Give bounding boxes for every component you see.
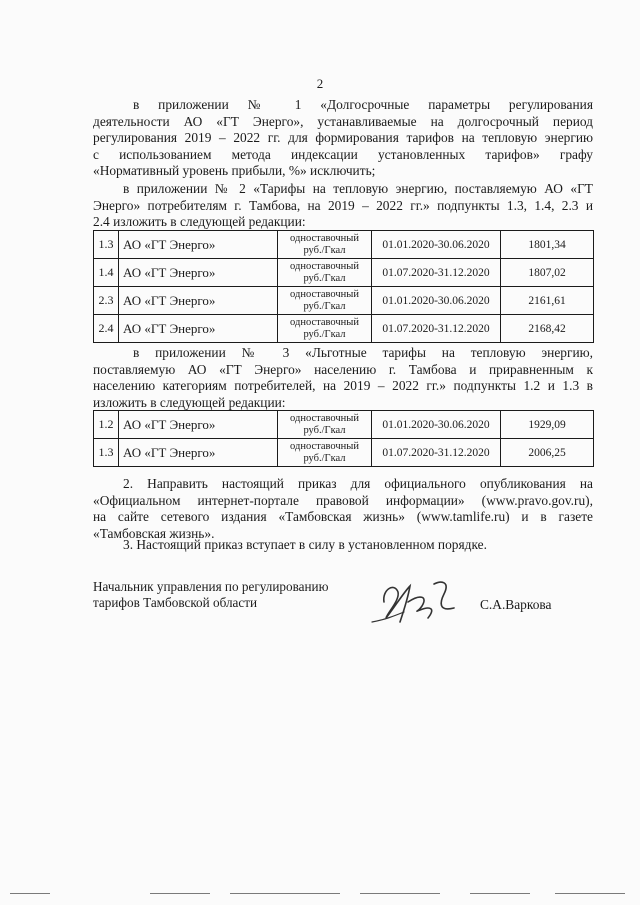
unit-measure: руб./Гкал xyxy=(303,272,346,284)
period-cell: 01.01.2020-30.06.2020 xyxy=(372,411,501,439)
text-line: Энерго» потребителям г. Тамбова, на 2019 – 2022 гг.» подпункты 1.3, 1.4, 2.3 и xyxy=(93,197,593,213)
unit-measure: руб./Гкал xyxy=(303,300,346,312)
unit-cell xyxy=(278,231,372,259)
handwritten-signature xyxy=(364,572,474,628)
signatory-title xyxy=(93,579,328,610)
text-line: в приложении № 3 «Льготные тарифы на тепловую энергию, xyxy=(133,345,593,360)
tariff-value-cell: 2161,61 xyxy=(501,287,594,315)
tariff-value-cell: 2168,42 xyxy=(501,315,594,343)
table-row xyxy=(94,315,594,343)
period-cell: 01.07.2020-31.12.2020 xyxy=(372,259,501,287)
unit-cell xyxy=(278,411,372,439)
unit-cell xyxy=(278,439,372,467)
organization-cell: АО «ГТ Энерго» xyxy=(119,287,278,315)
scan-edge-mark xyxy=(150,893,210,894)
tariff-value-cell: 1807,02 xyxy=(501,259,594,287)
row-number: 1.3 xyxy=(94,439,119,467)
text-line: изложить в следующей редакции: xyxy=(93,394,286,410)
text-line: «Нормативный уровень прибыли, %» исключить; xyxy=(93,163,376,179)
text-line: населению категориям потребителей, на 2019 – 2022 гг.» подпункты 1.2 и 1.3 в xyxy=(93,378,593,394)
unit-cell xyxy=(278,259,372,287)
paragraph-appendix-2 xyxy=(93,181,593,231)
text-line: поставляемую АО «ГТ Энерго» населению г. Тамбова и приравненным к xyxy=(93,361,593,377)
unit-type: одноставочный xyxy=(290,260,359,272)
unit-measure: руб./Гкал xyxy=(303,424,346,436)
unit-cell xyxy=(278,287,372,315)
period-cell: 01.01.2020-30.06.2020 xyxy=(372,231,501,259)
row-number: 1.4 xyxy=(94,259,119,287)
tariff-table-1 xyxy=(93,230,594,343)
period-cell: 01.07.2020-31.12.2020 xyxy=(372,439,501,467)
organization-cell: АО «ГТ Энерго» xyxy=(119,439,278,467)
text-line: «Тамбовская жизнь». xyxy=(93,525,215,541)
text-line: с использованием метода индексации установленных тарифов» графу xyxy=(93,146,593,162)
organization-cell: АО «ГТ Энерго» xyxy=(119,259,278,287)
scan-edge-mark xyxy=(555,893,625,894)
unit-type: одноставочный xyxy=(290,232,359,244)
table-row xyxy=(94,231,594,259)
tariff-value-cell: 1801,34 xyxy=(501,231,594,259)
organization-cell: АО «ГТ Энерго» xyxy=(119,231,278,259)
text-line: 2.4 изложить в следующей редакции: xyxy=(93,214,306,230)
text-line: регулирования 2019 – 2022 гг. для формирования тарифов на тепловую энергию xyxy=(93,130,593,146)
organization-cell: АО «ГТ Энерго» xyxy=(119,411,278,439)
page-number: 2 xyxy=(316,76,324,91)
unit-measure: руб./Гкал xyxy=(303,452,346,464)
text-line: в приложении № 2 «Тарифы на тепловую энергию, поставляемую АО «ГТ xyxy=(123,181,593,196)
scan-edge-mark xyxy=(360,893,440,894)
scan-edge-mark xyxy=(10,893,50,894)
table-row xyxy=(94,259,594,287)
unit-type: одноставочный xyxy=(290,288,359,300)
signatory-title-line: тарифов Тамбовской области xyxy=(93,594,258,610)
unit-measure: руб./Гкал xyxy=(303,328,346,340)
text-line: 3. Настоящий приказ вступает в силу в установленном порядке. xyxy=(123,537,487,552)
paragraph-effective xyxy=(93,537,593,554)
tariff-value-cell: 2006,25 xyxy=(501,439,594,467)
row-number: 1.2 xyxy=(94,411,119,439)
organization-cell: АО «ГТ Энерго» xyxy=(119,315,278,343)
unit-type: одноставочный xyxy=(290,440,359,452)
row-number: 1.3 xyxy=(94,231,119,259)
paragraph-appendix-3 xyxy=(93,345,593,411)
scan-edge-mark xyxy=(470,893,530,894)
signatory-title-line: Начальник управления по регулированию xyxy=(93,579,329,594)
table-row xyxy=(94,439,594,467)
paragraph-publication xyxy=(93,476,593,542)
unit-type: одноставочный xyxy=(290,412,359,424)
period-cell: 01.01.2020-30.06.2020 xyxy=(372,287,501,315)
unit-measure: руб./Гкал xyxy=(303,244,346,256)
signatory-name: С.А.Варкова xyxy=(480,597,552,612)
scan-edge-mark xyxy=(230,893,340,894)
paragraph-appendix-1 xyxy=(93,97,593,180)
text-line: 2. Направить настоящий приказ для официального опубликования на xyxy=(123,476,593,491)
period-cell: 01.07.2020-31.12.2020 xyxy=(372,315,501,343)
unit-type: одноставочный xyxy=(290,316,359,328)
text-line: на сайте сетевого издания «Тамбовская жизнь» (www.tamlife.ru) и в газете xyxy=(93,509,593,525)
tariff-table-2 xyxy=(93,410,594,467)
text-line: в приложении № 1 «Долгосрочные параметры регулирования xyxy=(133,97,593,112)
table-row xyxy=(94,411,594,439)
row-number: 2.3 xyxy=(94,287,119,315)
table-row xyxy=(94,287,594,315)
unit-cell xyxy=(278,315,372,343)
text-line: «Официальном интернет-портале правовой информации» (www.pravo.gov.ru), xyxy=(93,492,593,508)
tariff-value-cell: 1929,09 xyxy=(501,411,594,439)
row-number: 2.4 xyxy=(94,315,119,343)
text-line: деятельности АО «ГТ Энерго», устанавливаемые на долгосрочный период xyxy=(93,113,593,129)
